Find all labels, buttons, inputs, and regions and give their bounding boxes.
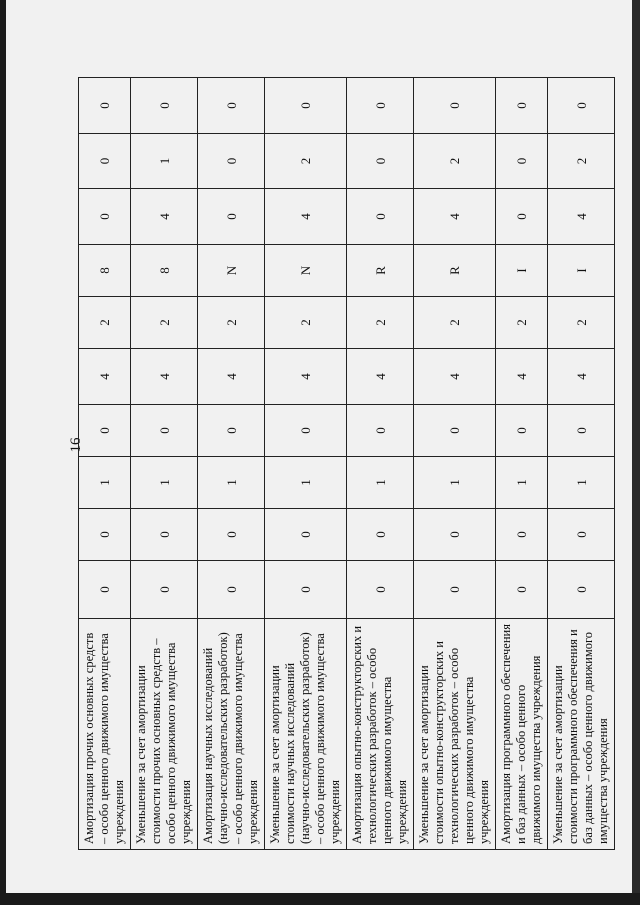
code-digit-cell: 4 [131,349,198,405]
code-digit-cell: 8 [79,245,131,297]
code-digit-cell: 1 [548,457,615,509]
code-digit-cell: 8 [131,245,198,297]
code-digit-cell: 4 [347,349,414,405]
code-digit-cell: 0 [198,78,265,134]
code-digit-cell: 2 [414,134,496,189]
table-row [414,78,496,850]
code-digit-cell: 2 [347,297,414,349]
code-digit-cell: 2 [131,297,198,349]
row-label: Уменьшение за счет амортизации стоимости прочих основных средств – особо ценного движимого имущества учреждения [131,619,198,850]
code-digit-cell: 1 [131,457,198,509]
code-digit-cell: 0 [414,405,496,457]
code-digit-cell: 2 [548,134,615,189]
row-label: Уменьшение за счет амортизации стоимости научных исследований (научно-исследовательских разработок) – особо ценного движимого имущества учреждения [265,619,347,850]
code-digit-cell: 2 [414,297,496,349]
code-digit-cell: I [548,245,615,297]
code-digit-cell: 0 [79,189,131,245]
table-row [347,78,414,850]
scan-border-bottom [0,893,640,905]
code-digit-cell: 0 [131,78,198,134]
table-row [265,78,347,850]
code-digit-cell: 0 [265,561,347,619]
code-digit-cell: 0 [414,561,496,619]
code-digit-cell: 0 [414,78,496,134]
code-digit-cell: 1 [265,457,347,509]
code-digit-cell: 0 [496,134,548,189]
code-digit-cell: 0 [414,509,496,561]
code-digit-cell: 2 [265,134,347,189]
table-row [79,78,131,850]
code-digit-cell: 0 [347,405,414,457]
row-label: Амортизация программного обеспечения и баз данных – особо ценного движимого имущества учреждения [496,619,548,850]
code-digit-cell: I [496,245,548,297]
code-digit-cell: 0 [347,561,414,619]
scan-border-left [0,0,6,905]
code-digit-cell: 1 [198,457,265,509]
row-label: Уменьшение за счет амортизации стоимости программного обеспечения и баз данных – особо ценного движимого имущества учреждения [548,619,615,850]
code-digit-cell: 0 [548,78,615,134]
code-digit-cell: 4 [548,189,615,245]
code-digit-cell: 0 [347,509,414,561]
code-digit-cell: 4 [496,349,548,405]
code-digit-cell: 0 [496,78,548,134]
code-digit-cell: 2 [496,297,548,349]
row-label: Амортизация прочих основных средств – особо ценного движимого имущества учреждения [79,619,131,850]
row-label: Уменьшение за счет амортизации стоимости опытно-конструкторских и технологических разработок – особо ценного движимого имущества учреждения [414,619,496,850]
code-digit-cell: 2 [79,297,131,349]
code-digit-cell: 1 [131,134,198,189]
code-digit-cell: 4 [414,349,496,405]
code-digit-cell: 0 [548,509,615,561]
amortization-code-table [78,77,615,850]
code-digit-cell: R [347,245,414,297]
table-row [131,78,198,850]
code-digit-cell: 4 [265,189,347,245]
code-digit-cell: 0 [131,509,198,561]
code-digit-cell: 2 [198,297,265,349]
code-digit-cell: 0 [265,405,347,457]
code-digit-cell: 4 [265,349,347,405]
code-digit-cell: 4 [548,349,615,405]
row-label: Амортизация опытно-конструкторских и технологических разработок – особо ценного движимого имущества учреждения [347,619,414,850]
code-digit-cell: 0 [131,405,198,457]
rotated-table-container [78,78,610,850]
code-digit-cell: 2 [265,297,347,349]
code-digit-cell: 0 [265,78,347,134]
code-digit-cell: 0 [347,189,414,245]
code-digit-cell: 0 [198,561,265,619]
row-label: Амортизация научных исследований (научно-исследовательских разработок) – особо ценного движимого имущества учреждения [198,619,265,850]
code-digit-cell: 0 [79,78,131,134]
code-digit-cell: 2 [548,297,615,349]
page-number: 16 [67,437,84,453]
code-digit-cell: 0 [548,561,615,619]
table-row [548,78,615,850]
table-row [496,78,548,850]
code-digit-cell: 0 [265,509,347,561]
code-digit-cell: 0 [198,189,265,245]
code-digit-cell: R [414,245,496,297]
code-digit-cell: N [198,245,265,297]
table-row [198,78,265,850]
code-digit-cell: 0 [79,405,131,457]
table-body [79,78,615,850]
code-digit-cell: 0 [131,561,198,619]
code-digit-cell: 0 [198,509,265,561]
code-digit-cell: 0 [79,134,131,189]
code-digit-cell: 0 [198,134,265,189]
code-digit-cell: 0 [496,405,548,457]
code-digit-cell: 0 [496,189,548,245]
code-digit-cell: 0 [347,134,414,189]
code-digit-cell: 0 [347,78,414,134]
code-digit-cell: 0 [496,509,548,561]
code-digit-cell: N [265,245,347,297]
code-digit-cell: 4 [414,189,496,245]
code-digit-cell: 0 [548,405,615,457]
code-digit-cell: 1 [347,457,414,509]
code-digit-cell: 0 [496,561,548,619]
code-digit-cell: 0 [198,405,265,457]
code-digit-cell: 0 [79,561,131,619]
code-digit-cell: 4 [79,349,131,405]
rotated-table-frame [78,78,610,850]
code-digit-cell: 4 [131,189,198,245]
code-digit-cell: 4 [198,349,265,405]
code-digit-cell: 1 [414,457,496,509]
code-digit-cell: 1 [79,457,131,509]
scan-border-right [632,0,640,905]
code-digit-cell: 0 [79,509,131,561]
code-digit-cell: 1 [496,457,548,509]
